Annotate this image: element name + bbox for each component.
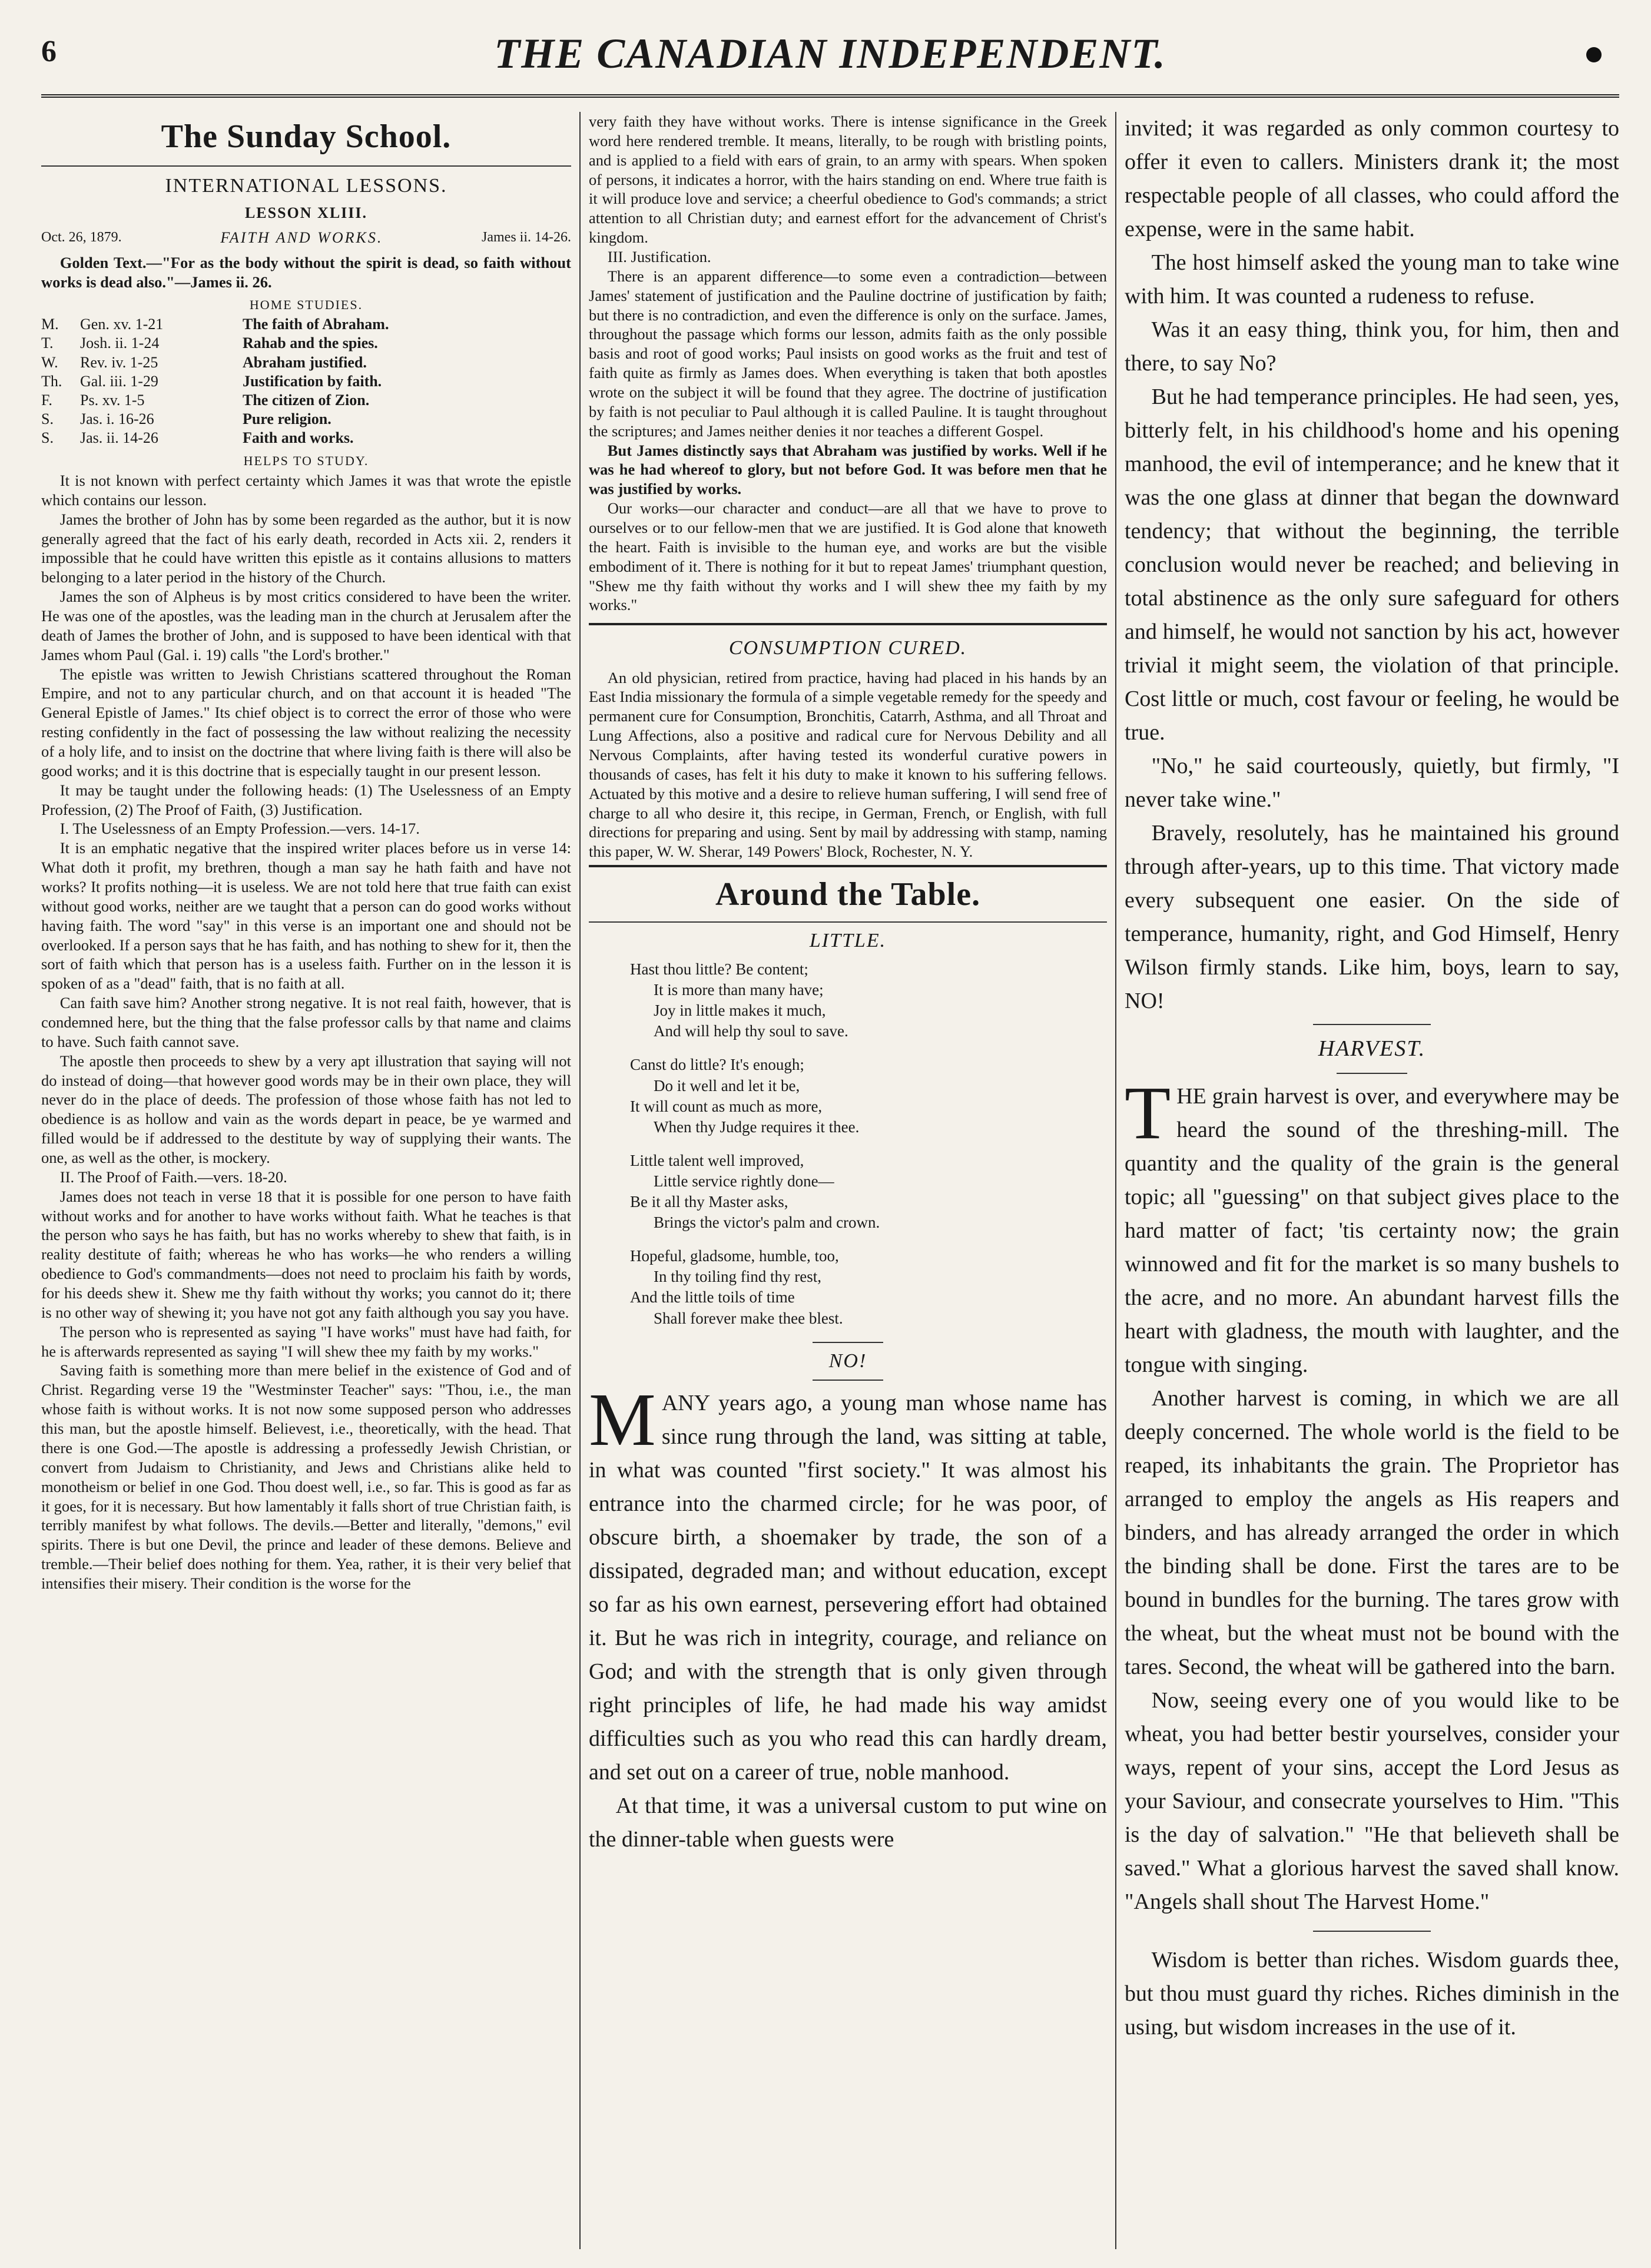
lesson-reference: James ii. 14-26. xyxy=(482,230,571,246)
column-rule xyxy=(1115,112,1116,2249)
poem-line: Shall forever make thee blest. xyxy=(654,1309,843,1327)
paragraph: It is not known with perfect certainty which James it was that wrote the epistle which contains our lesson. xyxy=(41,471,571,509)
subheading: I. The Uselessness of an Empty Profession.—vers. 14-17. xyxy=(59,820,420,838)
study-title: Faith and works. xyxy=(243,429,354,447)
consumption-ad xyxy=(589,623,1107,867)
paragraph: But he had temperance principles. He had seen, yes, bitterly felt, in his childhood's home and his opening manhood, the evil of intemperance; and he knew that it was the one glass at dinner that began the downward tendency; that without the beginning, the terrible conclusion would never be reached; and believing in total abstinence as the only sure safeguard for others and himself, he would not sanction by his act, however trivial it might seem, the violation of that principle. Cost little or much, cost favour or feeling, he would be true. xyxy=(1125,384,1619,745)
paragraph: There is an apparent difference—to some even a contradiction—between James' statement of justification and the Pauline doctrine of justification by faith; but there is no contradiction, and even the difference is only on the surface. James, throughout the passage which forms our lesson, admits faith as the only possible basis and root of good works; Paul insists on good works as the fruit and test of faith quite as firmly as James does. When everything is taken that both apostles wrote on the subject it will be found that they agree. The doctrine of justification by faith is not peculiar to Paul although it is called Pauline. It is taught throughout the scriptures; and James neither denies it nor teaches a different Gospel. xyxy=(589,267,1107,440)
study-ref: Josh. ii. 1-24 xyxy=(80,334,160,352)
table-row xyxy=(41,410,571,429)
lesson-number: LESSON XLIII. xyxy=(244,204,368,221)
paragraph xyxy=(589,1377,1107,1789)
paragraph: Can faith save him? Another strong negative. It is not real faith, however, that is condemned here, but the thing that the false professor calls by that name and claims to have. Such faith cannot save. xyxy=(41,994,571,1050)
poem-title: LITTLE. xyxy=(809,930,887,952)
paragraph: James the son of Alpheus is by most critics considered to have been the writer. He was one of the apostles, was the leading man in the church at Jerusalem after the death of James the brother of John, and is supposed to have been identical with that James whom Paul (Gal. i. 19) calls "the Lord's brother." xyxy=(41,588,571,664)
poem-stanza xyxy=(630,1055,1107,1137)
article-heading: NO! xyxy=(828,1349,867,1372)
divider xyxy=(589,921,1107,923)
poem-line: Hast thou little? Be content; xyxy=(630,960,808,979)
study-day: F. xyxy=(41,391,52,409)
page-header xyxy=(41,24,1619,98)
study-title: The faith of Abraham. xyxy=(243,316,389,333)
poem-line: Joy in little makes it much, xyxy=(654,1002,826,1020)
paragraph: It may be taught under the following heads: (1) The Uselessness of an Empty Profession, (2) The Proof of Faith, (3) Justification. xyxy=(41,781,571,818)
paragraph: Our works—our character and conduct—are all that we have to prove to ourselves or to our fellow-men that we are justified. It is God alone that knoweth the heart. Faith is invisible to the human eye, and works are but the visible embodiment of it. There is nothing for it but to repeat James' triumphant question, "Shew me thy faith without thy works and I will shew thee my faith by my works." xyxy=(589,499,1107,614)
paragraph: very faith they have without works. There is intense significance in the Greek word here rendered tremble. It means, literally, to be rough with bristling points, and is applied to a field with ears of grain, to an army with spears. When spoken of persons, it indicates a horror, with the hairs standing on end. Where true faith is it will produce love and service; a cheerful obedience to God's commands; a strict attention to all Christian duty; and earnest effort for the advancement of Christ's kingdom. xyxy=(589,112,1107,247)
study-ref: Gen. xv. 1-21 xyxy=(80,316,164,333)
paragraph: It is an emphatic negative that the inspired writer places before us in verse 14: What doth it profit, my brethren, though a man say he hath faith and have not works? It profits nothing—it is useless. We are not told here that true faith can exist without good works, neither are we taught that a person can do good works without having faith. The word "say" in this verse is an important one and should not be overlooked. If a person says that he has faith, and has nothing to shew for it, then the sort of faith which that person has is a useless faith. Further on in the lesson it is spoken of as a "dead" faith, that is no faith at all. xyxy=(41,839,571,993)
newspaper-page xyxy=(41,24,1619,2249)
study-day: W. xyxy=(41,353,58,371)
paragraph: Was it an easy thing, think you, for him, then and there, to say No? xyxy=(1125,317,1619,376)
ad-text: An old physician, retired from practice, having had placed in his hands by an East India missionary the formula of a simple vegetable remedy for the speedy and permanent cure for Consumption, Bronchitis, Catarrh, Asthma, and all Throat and Lung Affections, also a positive and radical cure for Nervous Debility and all Nervous Complaints, after having tested its wonderful curative powers in thousands of cases, has felt it his duty to make it known to his suffering fellows. Actuated by this motive and a desire to relieve human suffering, I will send free of charge to all who desire it, this recipe, in German, French, or English, with full directions for preparing and using. Sent by mail by addressing with stamp, naming this paper, W. W. Sherar, 149 Powers' Block, Rochester, N. Y. xyxy=(589,668,1107,861)
paragraph: invited; it was regarded as only common courtesy to offer it even to callers. Ministers drank it; the most respectable people of all classes, who could afford the expense, were in the same habit. xyxy=(1125,116,1619,241)
lesson-info xyxy=(41,228,571,247)
study-day: T. xyxy=(41,334,54,352)
poem-line: Little talent well improved, xyxy=(630,1151,804,1169)
poem-line: Little service rightly done— xyxy=(654,1172,834,1190)
paragraph-text: HE grain harvest is over, and everywhere may be heard the sound of the threshing-mill. The quantity and the quality of the grain is the general topic; all "guessing" on that subject gives place to the hard matter of fact; 'tis certainty now; the grain winnowed and fit for the market is so many bushels to the acre, and no more. An abundant harvest fills the heart with gladness, the mouth with laughter, and the tongue with singing. xyxy=(1125,1084,1619,1377)
article-heading: HARVEST. xyxy=(1318,1036,1426,1061)
table-row xyxy=(41,353,571,372)
column-right xyxy=(1125,112,1619,2249)
poem-stanza xyxy=(630,1246,1107,1328)
page-number: 6 xyxy=(41,35,57,68)
home-studies-table xyxy=(41,315,571,448)
poem-line: It is more than many have; xyxy=(654,981,824,999)
study-title: Abraham justified. xyxy=(243,353,367,371)
study-title: Justification by faith. xyxy=(243,372,382,390)
divider xyxy=(1337,1073,1407,1074)
paragraph: Another harvest is coming, in which we are all deeply concerned. The whole world is the field to be reaped, its inhabitants the grain. The Proprietor has arranged to employ the angels as His reapers and binders, and has already arranged the order in which the binding shall be done. First the tares are to be bound in bundles for the burning. The tares grow with the wheat, but the wheat must not be bound with the tares. Second, the wheat will be gathered into the barn. xyxy=(1125,1386,1619,1679)
poem-line: It will count as much as more, xyxy=(630,1097,823,1115)
paragraph: Now, seeing every one of you would like to be wheat, you had better bestir yourselves, consider your ways, repent of your sins, accept the Lord Jesus as your Saviour, and consecrate yourselves to Him. "This is the day of salvation." "He that believeth shall be saved." What a glorious harvest the saved shall know. "Angels shall shout The Harvest Home." xyxy=(1125,1688,1619,1914)
subheading: III. Justification. xyxy=(607,248,711,266)
poem-line: Hopeful, gladsome, humble, too, xyxy=(630,1247,839,1265)
paragraph: Saving faith is something more than mere belief in the existence of God and of Christ. Regarding verse 19 the "Westminster Teacher" says: "Thou, i.e., the man whose faith is without works. It is not now some supposed person who addresses this man, but the apostle himself. Believest, i.e., theoretically, with the head. That there is one God.—The apostle is addressing a professedly Jewish Christian, or convert from Judaism to Christianity, and Jews and Christians alike held to monotheism or belief in one God. Thou doest well, i.e., so far. This is good as far as it goes, for it is necessary. But how lamentably it falls short of true Christian faith, is terribly manifest by what follows. The devils.—Better and literally, "demons," evil spirits. There is but one Devil, the prince and leader of these demons. Believe and tremble.—Their belief does nothing for them. Yea, rather, it is their very belief that intensifies their misery. Their condition is the worse for the xyxy=(41,1361,571,1592)
columns xyxy=(41,112,1619,2249)
section-heading: INTERNATIONAL LESSONS. xyxy=(165,175,447,197)
poem-line: When thy Judge requires it thee. xyxy=(654,1118,860,1136)
study-title: Pure religion. xyxy=(243,410,331,428)
study-title: Rahab and the spies. xyxy=(243,334,378,352)
paragraph: The epistle was written to Jewish Christians scattered throughout the Roman Empire, and not to any particular church, and on that account it is headed "The General Epistle of James." Its chief object is to correct the error of those who were resting confidently in the fact of possessing the law without realizing the necessity of a holy life, and to insist on the doctrine that where living faith is there will also be good works; and it is this doctrine that is especially taught in our present lesson. xyxy=(41,665,571,780)
poem-line: Do it well and let it be, xyxy=(654,1076,800,1095)
paragraph: The host himself asked the young man to take wine with him. It was counted a rudeness to refuse. xyxy=(1125,250,1619,309)
table-row xyxy=(41,315,571,334)
lesson-date: Oct. 26, 1879. xyxy=(41,230,122,246)
study-ref: Jas. i. 16-26 xyxy=(80,410,154,428)
poem-line: Be it all thy Master asks, xyxy=(630,1193,788,1211)
study-day: Th. xyxy=(41,372,62,390)
study-ref: Rev. iv. 1-25 xyxy=(80,353,158,371)
subheading: II. The Proof of Faith.—vers. 18-20. xyxy=(59,1168,287,1186)
newspaper-title: THE CANADIAN INDEPENDENT. xyxy=(494,30,1166,77)
poem xyxy=(589,959,1107,1329)
divider xyxy=(1313,1931,1431,1932)
table-row xyxy=(41,334,571,353)
lesson-title: FAITH AND WORKS. xyxy=(220,228,383,246)
poem-line: And will help thy soul to save. xyxy=(654,1022,848,1040)
paragraph-text: ANY years ago, a young man whose name has since rung through the land, was sitting at table, in what was counted "first society." It was almost his entrance into the charmed circle; for he was poor, of obscure birth, a shoemaker by trade, the son of a dissipated, degraded man; and without education, except so far as his own earnest, persevering effort had obtained it. But he was rich in integrity, courage, and reliance on God; and with the strength that is only given through right principles of life, he had made his way amidst difficulties such as you who read this can hardly dream, and set out on a career of true, noble manhood. xyxy=(589,1390,1107,1785)
ink-dot xyxy=(1586,47,1602,62)
golden-text: Golden Text.—"For as the body without the spirit is dead, so faith without works is dead also."—James ii. 26. xyxy=(41,254,571,291)
paragraph: At that time, it was a universal custom to put wine on the dinner-table when guests were xyxy=(589,1793,1107,1852)
poem-line: Brings the victor's palm and crown. xyxy=(654,1213,880,1232)
divider xyxy=(813,1342,883,1343)
paragraph: James does not teach in verse 18 that it is possible for one person to have faith without works and for another to have works without faith. What he teaches is that the person who says he has faith, but has no works whereby to shew that faith, is in reality destitute of faith; whereas he who has works—he who renders a willing obedience to God's commandments—does not need to proclaim his faith by words, for his deeds shew it. Shew me thy faith without thy works; you cannot do it; there is no other way of shewing it; you have not got any faith although you say you have. xyxy=(41,1187,571,1321)
poem-line: Canst do little? It's enough; xyxy=(630,1056,804,1074)
study-day: S. xyxy=(41,410,54,428)
poem-stanza xyxy=(630,959,1107,1042)
poem-line: In thy toiling find thy rest, xyxy=(654,1268,821,1286)
paragraph: The apostle then proceeds to shew by a very apt illustration that saying will not do instead of doing—that however good words may be in their own place, they will never do in the place of deeds. The profession of those whose faith has not led to obedience is as hollow and vain as the words depart in peace, be ye warmed and filled would be if addressed to the destitute by way of supplying their wants. The one, as well as the other, is mockery. xyxy=(41,1052,571,1167)
department-heading: The Sunday School. xyxy=(161,118,452,155)
column-rule xyxy=(579,112,581,2249)
divider xyxy=(813,1380,883,1381)
divider xyxy=(1313,1024,1431,1025)
divider xyxy=(41,165,571,167)
study-title: The citizen of Zion. xyxy=(243,391,370,409)
article-no xyxy=(589,1377,1107,1856)
study-ref: Ps. xv. 1-5 xyxy=(80,391,145,409)
ad-heading: CONSUMPTION CURED. xyxy=(728,637,967,659)
study-day: S. xyxy=(41,429,54,447)
paragraph: James the brother of John has by some been regarded as the author, but it is now generally agreed that the fact of his early death, recorded in Acts xii. 2, renders it impossible that he could have written this epistle as it contains allusions to matters belonging to a later period in the history of the Church. xyxy=(41,510,571,586)
table-row xyxy=(41,372,571,391)
helps-heading: HELPS TO STUDY. xyxy=(243,453,369,468)
study-ref: Gal. iii. 1-29 xyxy=(80,372,158,390)
paragraph: Bravely, resolutely, has he maintained his ground through after-years, up to this time. That victory made every subsequent one easier. On the side of temperance, humanity, right, and God Himself, Henry Wilson firmly stands. Like him, boys, learn to say, NO! xyxy=(1125,821,1619,1013)
paragraph xyxy=(1125,1071,1619,1382)
drop-cap: T xyxy=(1125,1071,1171,1155)
poem-stanza xyxy=(630,1150,1107,1233)
study-ref: Jas. ii. 14-26 xyxy=(80,429,158,447)
table-row xyxy=(41,429,571,447)
paragraph: The person who is represented as saying "I have works" must have had faith, for he is afterwards represented as saying "I will shew thee my faith by my works." xyxy=(41,1322,571,1360)
paragraph: Wisdom is better than riches. Wisdom guards thee, but thou must guard thy riches. Riches diminish in the using, but wisdom increases in the use of it. xyxy=(1125,1948,1619,2040)
paragraph: "No," he said courteously, quietly, but firmly, "I never take wine." xyxy=(1125,754,1619,812)
home-studies-heading: HOME STUDIES. xyxy=(249,297,363,312)
poem-line: And the little toils of time xyxy=(630,1288,795,1307)
drop-cap: M xyxy=(589,1377,656,1461)
paragraph: But James distinctly says that Abraham was justified by works. Well if he was he had whereof to glory, but not before God. It was before men that he was justified by works. xyxy=(589,441,1107,498)
column-sunday-school xyxy=(41,112,571,2249)
table-row xyxy=(41,391,571,410)
department-heading: Around the Table. xyxy=(715,876,981,913)
column-middle xyxy=(589,112,1107,2249)
study-day: M. xyxy=(41,316,59,333)
